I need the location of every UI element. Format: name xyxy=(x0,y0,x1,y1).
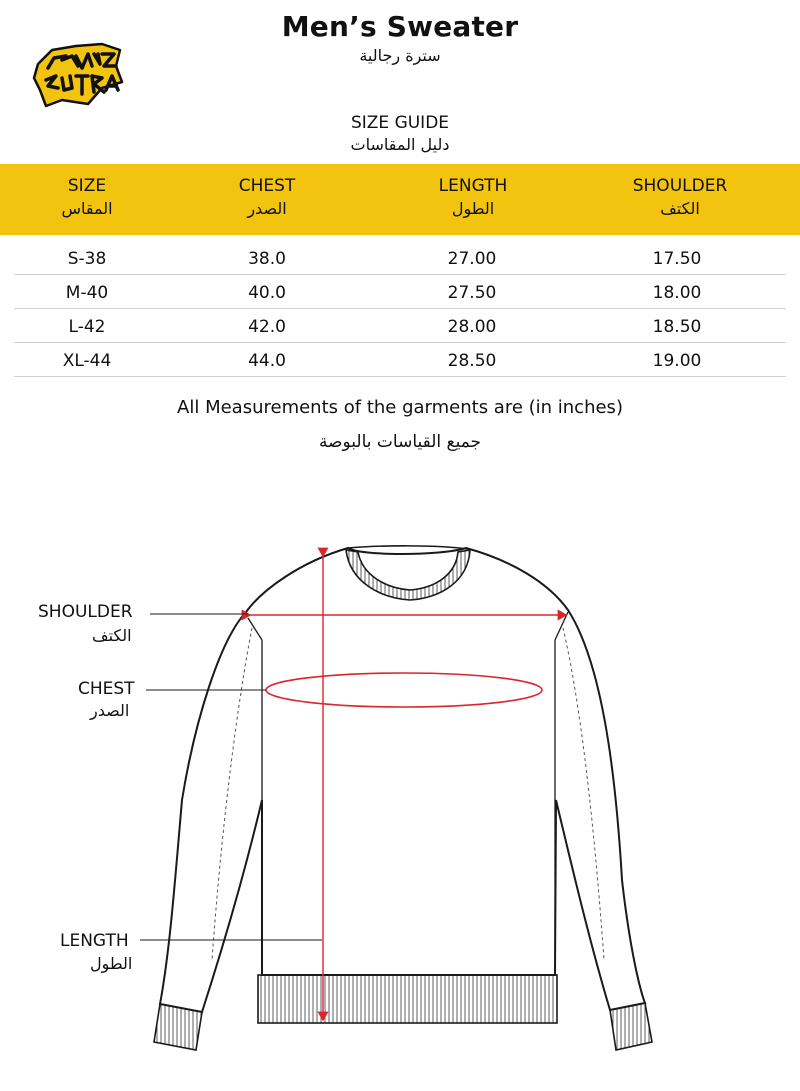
cell-chest: 42.0 xyxy=(248,317,286,337)
header-shoulder-label-arabic: الكتف xyxy=(660,199,700,218)
header-chest xyxy=(167,164,367,218)
header-size-label: SIZE xyxy=(67,176,107,196)
length-label-arabic: الطول xyxy=(90,954,133,973)
cell-shoulder: 19.00 xyxy=(652,351,702,371)
measurement-note-arabic: جميع القياسات بالبوصة xyxy=(318,432,482,452)
header-size-label-arabic: المقاس xyxy=(61,199,113,218)
right-cuff xyxy=(610,1003,652,1050)
header-length-label-arabic: الطول xyxy=(451,199,495,218)
sweater-outline xyxy=(160,548,645,1012)
cell-size: XL-44 xyxy=(62,351,112,371)
cell-chest: 38.0 xyxy=(248,249,286,269)
chest-label: CHEST xyxy=(78,679,135,699)
table-row xyxy=(14,274,786,309)
brand-logo xyxy=(32,42,124,108)
shoulder-label-arabic: الكتف xyxy=(92,626,132,645)
left-cuff xyxy=(154,1004,202,1050)
waistband xyxy=(258,975,557,1023)
page-title-arabic: سترة رجالية xyxy=(359,46,441,65)
cell-length: 27.00 xyxy=(447,249,497,269)
header-length-label: LENGTH xyxy=(438,176,508,196)
sweater-diagram xyxy=(0,535,800,1091)
table-row xyxy=(14,240,786,275)
table-row xyxy=(14,342,786,377)
cell-chest: 44.0 xyxy=(248,351,286,371)
cell-length: 28.50 xyxy=(447,351,497,371)
cell-size: S-38 xyxy=(67,249,107,269)
collar-edge xyxy=(348,546,468,549)
size-guide-heading: SIZE GUIDE xyxy=(350,113,450,133)
cell-length: 28.00 xyxy=(447,317,497,337)
cell-shoulder: 18.00 xyxy=(652,283,702,303)
chest-label-arabic: الصدر xyxy=(90,701,130,720)
cell-shoulder: 18.50 xyxy=(652,317,702,337)
length-label: LENGTH xyxy=(60,931,129,951)
header-chest-label: CHEST xyxy=(238,176,296,196)
header-length xyxy=(373,164,573,218)
cell-size: L-42 xyxy=(68,317,106,337)
cell-size: M-40 xyxy=(65,283,109,303)
cell-length: 27.50 xyxy=(447,283,497,303)
shoulder-label: SHOULDER xyxy=(38,602,133,622)
cell-shoulder: 17.50 xyxy=(652,249,702,269)
header-shoulder xyxy=(580,164,780,218)
size-guide-heading-arabic: دليل المقاسات xyxy=(350,135,450,154)
header-size xyxy=(0,164,187,218)
cell-chest: 40.0 xyxy=(248,283,286,303)
page-title: Men’s Sweater xyxy=(281,10,519,43)
measurement-note: All Measurements of the garments are (in inches) xyxy=(177,397,623,418)
header-shoulder-label: SHOULDER xyxy=(632,176,728,196)
table-row xyxy=(14,308,786,343)
header-chest-label-arabic: الصدر xyxy=(247,199,287,218)
table-header xyxy=(0,164,800,235)
